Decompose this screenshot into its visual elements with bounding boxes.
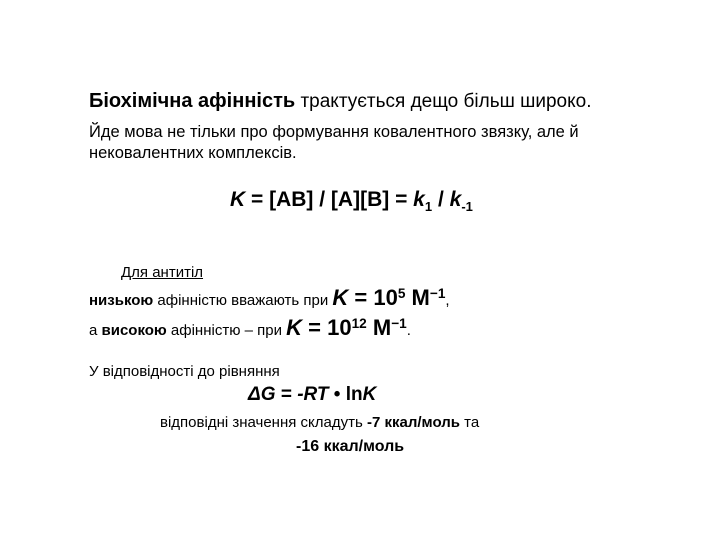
high-affinity-k: K [286,315,303,340]
correspondence-line: У відповідності до рівняння [89,363,280,380]
formula-k2-subscript: -1 [461,198,473,214]
low-affinity-unit-exponent: −1 [429,285,446,301]
high-affinity-tail: . [406,322,411,339]
formula-minus-rt: -RT [297,384,329,405]
formula-k2-symbol: k [449,188,462,211]
intro-line-1 [89,90,591,113]
high-affinity-prefix: а [89,322,102,339]
gibbs-energy-formula [248,384,376,406]
low-affinity-tail: , [445,292,450,309]
formula-k-equation: = [AB] / [A][B] = [245,188,414,211]
high-affinity-value: = 10 [302,315,352,340]
low-affinity-line [89,285,450,311]
equilibrium-constant-formula [230,188,473,212]
high-affinity-unit-exponent: −1 [391,315,407,331]
high-affinity-unit: M [366,315,392,340]
formula-ln: ln [345,384,363,405]
high-affinity-exponent: 12 [351,315,367,331]
result-value-2: -16 ккал/моль [296,438,405,455]
low-affinity-k: K [332,285,349,310]
intro-line-2: Йде мова не тільки про формування ковалентного звязку, але й [89,123,579,141]
result-text: відповідні значення складуть [160,414,367,431]
result-conjunction: та [459,414,480,431]
formula-k1-symbol: k [413,188,425,211]
low-affinity-value: = 10 [348,285,398,310]
high-affinity-bold: високою [101,322,167,339]
formula-bullet: • [328,384,346,405]
formula-k-symbol: K [230,188,246,211]
intro-line-1-rest: трактується дещо більш широко. [300,91,592,112]
low-affinity-exponent: 5 [397,285,406,301]
low-affinity-bold: низькою [89,292,154,309]
high-affinity-text: афінністю – при [166,322,287,339]
formula-g-equals: = [275,384,298,405]
intro-bold-term: Біохімічна афінність [89,90,296,112]
formula-slash: / [432,188,450,211]
result-value-1: -7 ккал/моль [366,414,460,431]
formula-delta-g: ΔG [248,384,276,405]
low-affinity-text: афінністю вважають при [153,292,333,309]
result-line-1 [160,414,479,431]
formula-k1-subscript: 1 [424,198,433,214]
intro-line-3: нековалентних комплексів. [89,144,297,162]
formula-g-k: K [362,384,377,405]
antibodies-heading: Для антитіл [121,264,204,281]
high-affinity-line [89,315,411,341]
low-affinity-unit: M [405,285,430,310]
